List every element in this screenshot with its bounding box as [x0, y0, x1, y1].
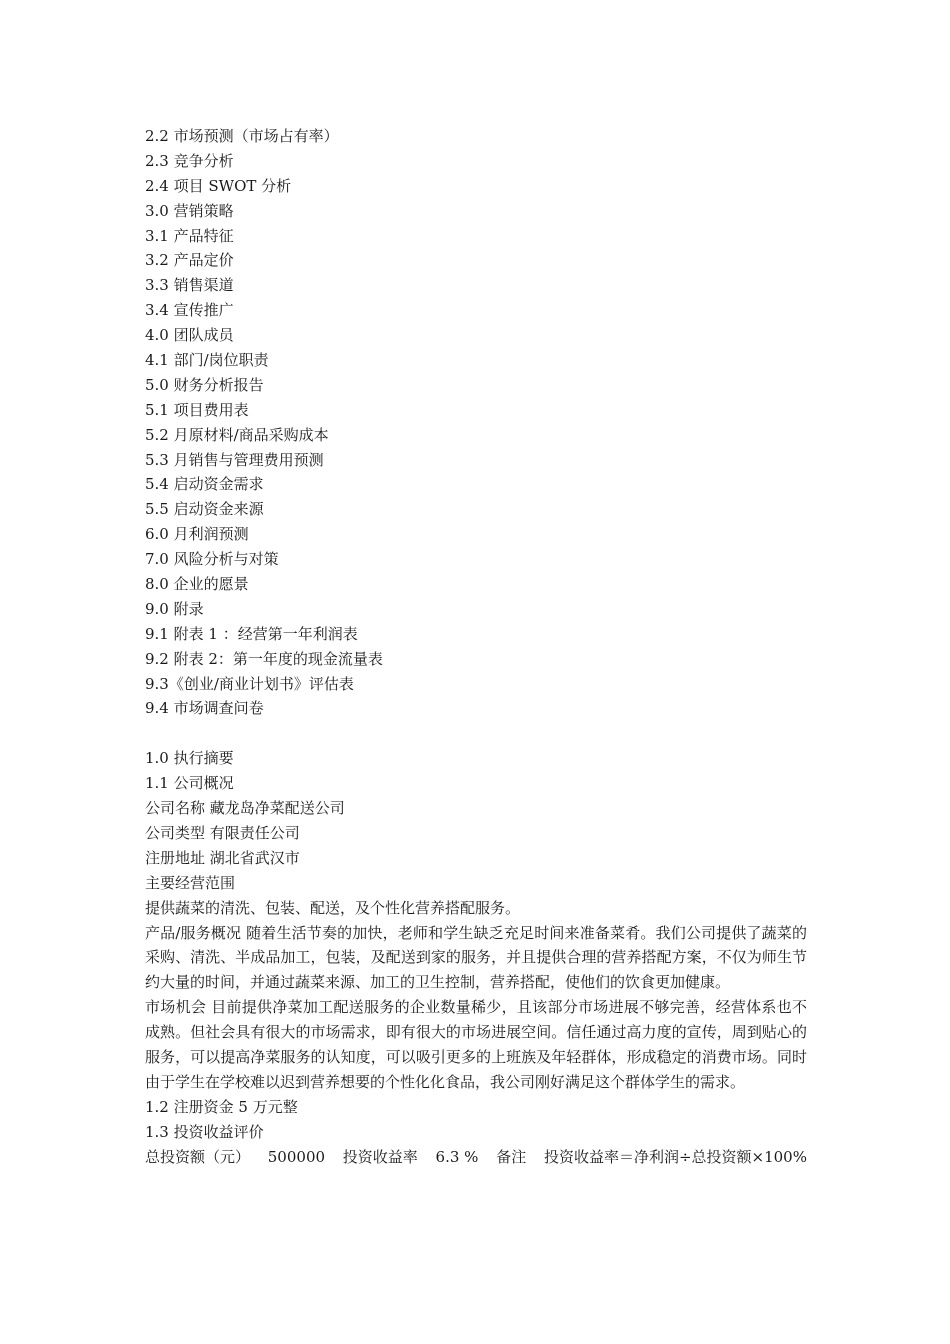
investment-heading: 1.3 投资收益评价 — [145, 1122, 264, 1141]
investment-row — [145, 1145, 807, 1170]
total-investment-value: 500000 — [267, 1147, 326, 1166]
toc-item: 3.2 产品定价 — [145, 251, 234, 270]
toc-item: 4.1 部门/岗位职责 — [145, 351, 269, 370]
toc-item: 9.2 附表 2：第一年度的现金流量表 — [145, 649, 383, 668]
toc-item: 3.3 销售渠道 — [145, 276, 234, 295]
toc-item: 7.0 风险分析与对策 — [145, 550, 279, 569]
toc-item: 9.3《创业/商业计划书》评估表 — [145, 674, 354, 693]
business-scope-label: 主要经营范围 — [145, 873, 236, 892]
toc-item: 9.1 附表 1 ：经营第一年利润表 — [145, 624, 358, 643]
subsection-heading: 1.1 公司概况 — [145, 774, 234, 793]
return-rate-label: 投资收益率 — [342, 1147, 418, 1166]
section-heading: 1.0 执行摘要 — [145, 749, 234, 768]
document-page — [145, 124, 807, 1170]
market-opportunity-paragraph: 市场机会 目前提供净菜加工配送服务的企业数量稀少，且该部分市场进展不够完善，经营体系也不成熟。但社会具有很大的市场需求，即有很大的市场进展空间。信任通过高力度的宣传，周到贴心的服务，可以提高净菜服务的认知度，可以吸引更多的上班族及年轻群体，形成稳定的消费市场。同时由于学生在学校难以迟到营养想要的个性化化食品，我公司刚好满足这个群体学生的需求。 — [145, 998, 807, 1091]
blank-line — [145, 721, 807, 746]
toc-item: 2.3 竞争分析 — [145, 151, 234, 170]
toc-item: 3.4 宣传推广 — [145, 301, 234, 320]
toc-item: 2.2 市场预测（市场占有率） — [145, 127, 339, 145]
toc-item: 6.0 月利润预测 — [145, 525, 249, 544]
toc-item: 3.1 产品特征 — [145, 226, 234, 245]
toc-item: 2.4 项目 SWOT 分析 — [145, 176, 292, 195]
note-label: 备注 — [496, 1147, 527, 1166]
total-investment-label: 总投资额（元） — [145, 1147, 251, 1166]
return-rate-value: 6.3 % — [435, 1147, 479, 1166]
toc-item: 5.2 月原材料/商品采购成本 — [145, 425, 329, 444]
toc-item: 5.5 启动资金来源 — [145, 500, 264, 519]
executive-summary-section — [145, 746, 807, 1169]
registered-capital: 1.2 注册资金 5 万元整 — [145, 1097, 298, 1116]
toc-item: 3.0 营销策略 — [145, 201, 234, 220]
toc-item: 5.0 财务分析报告 — [145, 375, 264, 394]
registered-address: 注册地址 湖北省武汉市 — [145, 848, 300, 867]
note-value: 投资收益率＝净利润÷总投资额×100% — [543, 1147, 807, 1166]
toc-item: 9.0 附录 — [145, 599, 204, 618]
toc-item: 5.3 月销售与管理费用预测 — [145, 450, 324, 469]
business-scope-text: 提供蔬菜的清洗、包装、配送，及个性化营养搭配服务。 — [145, 898, 521, 917]
product-overview-paragraph: 产品/服务概况 随着生活节奏的加快，老师和学生缺乏充足时间来准备菜肴。我们公司提供了蔬菜的采购、清洗、半成品加工，包装，及配送到家的服务，并且提供合理的营养搭配方案，不仅为师生节约大量的时间，并通过蔬菜来源、加工的卫生控制，营养搭配，使他们的饮食更加健康。 — [145, 923, 807, 992]
table-of-contents — [145, 124, 807, 721]
company-name: 公司名称 藏龙岛净菜配送公司 — [145, 799, 345, 818]
company-type: 公司类型 有限责任公司 — [145, 823, 300, 842]
toc-item: 5.4 启动资金需求 — [145, 475, 264, 494]
toc-item: 9.4 市场调查问卷 — [145, 699, 264, 718]
toc-item: 5.1 项目费用表 — [145, 400, 249, 419]
toc-item: 8.0 企业的愿景 — [145, 575, 249, 594]
toc-item: 4.0 团队成员 — [145, 326, 234, 345]
